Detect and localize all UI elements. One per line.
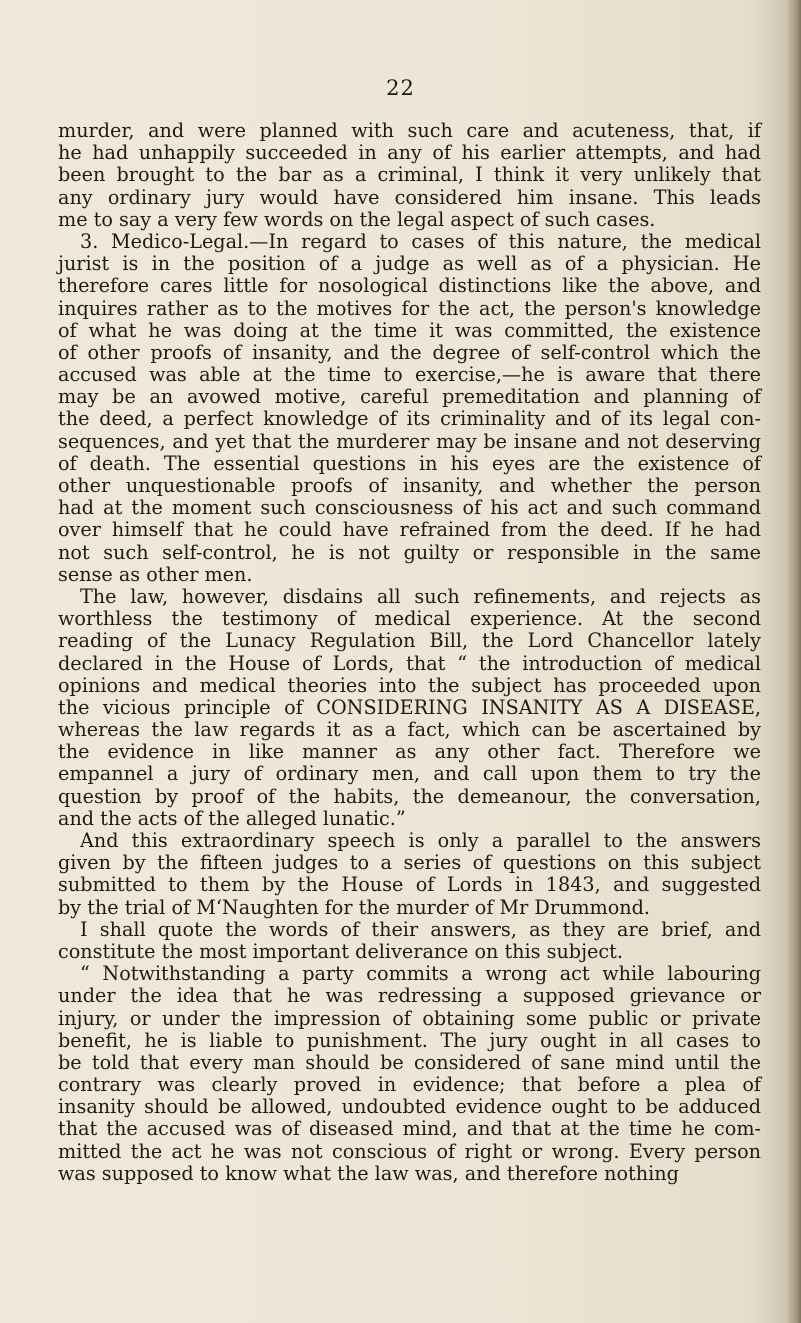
- text-line: me to say a very few words on the legal aspect of such cases.: [58, 207, 656, 231]
- text-line: submitted to them by the House of Lords in 1843, and suggested: [58, 873, 761, 897]
- text-line: declared in the House of Lords, that “ the introduction of medical: [58, 651, 761, 675]
- text-line: of death. The essential questions in his eyes are the existence of: [58, 451, 761, 475]
- text-line: that the accused was of diseased mind, and that at the time he com-: [58, 1117, 761, 1141]
- text-line: inquires rather as to the motives for the act, the person's knowledge: [58, 296, 761, 320]
- text-line: accused was able at the time to exercise,—he is aware that there: [58, 363, 761, 387]
- text-line: be told that every man should be considered of sane mind until the: [58, 1050, 761, 1074]
- text-line: sense as other men.: [58, 562, 253, 586]
- text-line: of what he was doing at the time it was committed, the existence: [58, 318, 761, 342]
- text-line: contrary was clearly proved in evidence; that before a plea of: [58, 1073, 761, 1097]
- text-line: question by proof of the habits, the demeanour, the conversation,: [58, 784, 761, 808]
- text-line: And this extraordinary speech is only a parallel to the answers: [80, 829, 761, 852]
- text-line: any ordinary jury would have considered him insane. This leads: [58, 185, 761, 209]
- text-line: empannel a jury of ordinary men, and call upon them to try the: [58, 762, 761, 786]
- text-line: mitted the act he was not conscious of right or wrong. Every person: [58, 1139, 761, 1163]
- text-line: worthless the testimony of medical experience. At the second: [58, 607, 761, 631]
- text-line: by the trial of M‘Naughten for the murder of Mr Drummond.: [58, 895, 651, 919]
- text-line: reading of the Lunacy Regulation Bill, the Lord Chancellor lately: [58, 629, 761, 653]
- text-line: he had unhappily succeeded in any of his earlier attempts, and had: [58, 141, 761, 165]
- text-line: over himself that he could have refrained from the deed. If he had: [58, 518, 761, 542]
- text-line: The law, however, disdains all such refinements, and rejects as: [80, 584, 761, 608]
- text-line: and the acts of the alleged lunatic.”: [58, 806, 406, 830]
- text-line: under the idea that he was redressing a supposed grievance or: [58, 984, 761, 1008]
- text-line: the vicious principle of CONSIDERING INSANITY AS A DISEASE,: [58, 695, 761, 719]
- text-line: “ Notwithstanding a party commits a wrong act while labouring: [80, 962, 761, 986]
- text-line: sequences, and yet that the murderer may be insane and not deserving: [58, 429, 761, 453]
- page-edge-shadow: [787, 0, 801, 1323]
- text-line: benefit, he is liable to punishment. The jury ought in all cases to: [58, 1028, 761, 1052]
- body-text: [58, 120, 761, 1185]
- text-line: given by the fifteen judges to a series of questions on this subject: [58, 851, 761, 875]
- text-line: had at the moment such consciousness of his act and such command: [58, 496, 761, 520]
- text-line: whereas the law regards it as a fact, which can be ascertained by: [58, 718, 761, 742]
- text-line: injury, or under the impression of obtaining some public or private: [58, 1006, 761, 1030]
- text-line: 3. Medico-Legal.—In regard to cases of this nature, the medical: [80, 229, 761, 253]
- text-line: was supposed to know what the law was, and therefore nothing: [58, 1161, 679, 1185]
- text-line: the evidence in like manner as any other fact. Therefore we: [58, 740, 761, 764]
- text-line: murder, and were planned with such care and acuteness, that, if: [58, 119, 761, 142]
- text-line: insanity should be allowed, undoubted evidence ought to be adduced: [58, 1095, 761, 1119]
- text-line: the deed, a perfect knowledge of its criminality and of its legal con-: [58, 407, 761, 431]
- text-line: been brought to the bar as a criminal, I think it very unlikely that: [58, 163, 761, 187]
- text-line: opinions and medical theories into the subject has proceeded upon: [58, 673, 761, 697]
- text-line: I shall quote the words of their answers, as they are brief, and: [80, 917, 761, 941]
- text-line: jurist is in the position of a judge as well as of a physician. He: [58, 252, 761, 276]
- text-line: other unquestionable proofs of insanity, and whether the person: [58, 474, 761, 497]
- text-line: therefore cares little for nosological distinctions like the above, and: [58, 274, 761, 298]
- text-line: may be an avowed motive, careful premeditation and planning of: [58, 385, 761, 409]
- text-line: not such self-control, he is not guilty or responsible in the same: [58, 540, 761, 564]
- text-line: constitute the most important deliverance on this subject.: [58, 939, 623, 963]
- text-line: of other proofs of insanity, and the degree of self-control which the: [58, 340, 761, 364]
- page-number: 22: [386, 76, 415, 100]
